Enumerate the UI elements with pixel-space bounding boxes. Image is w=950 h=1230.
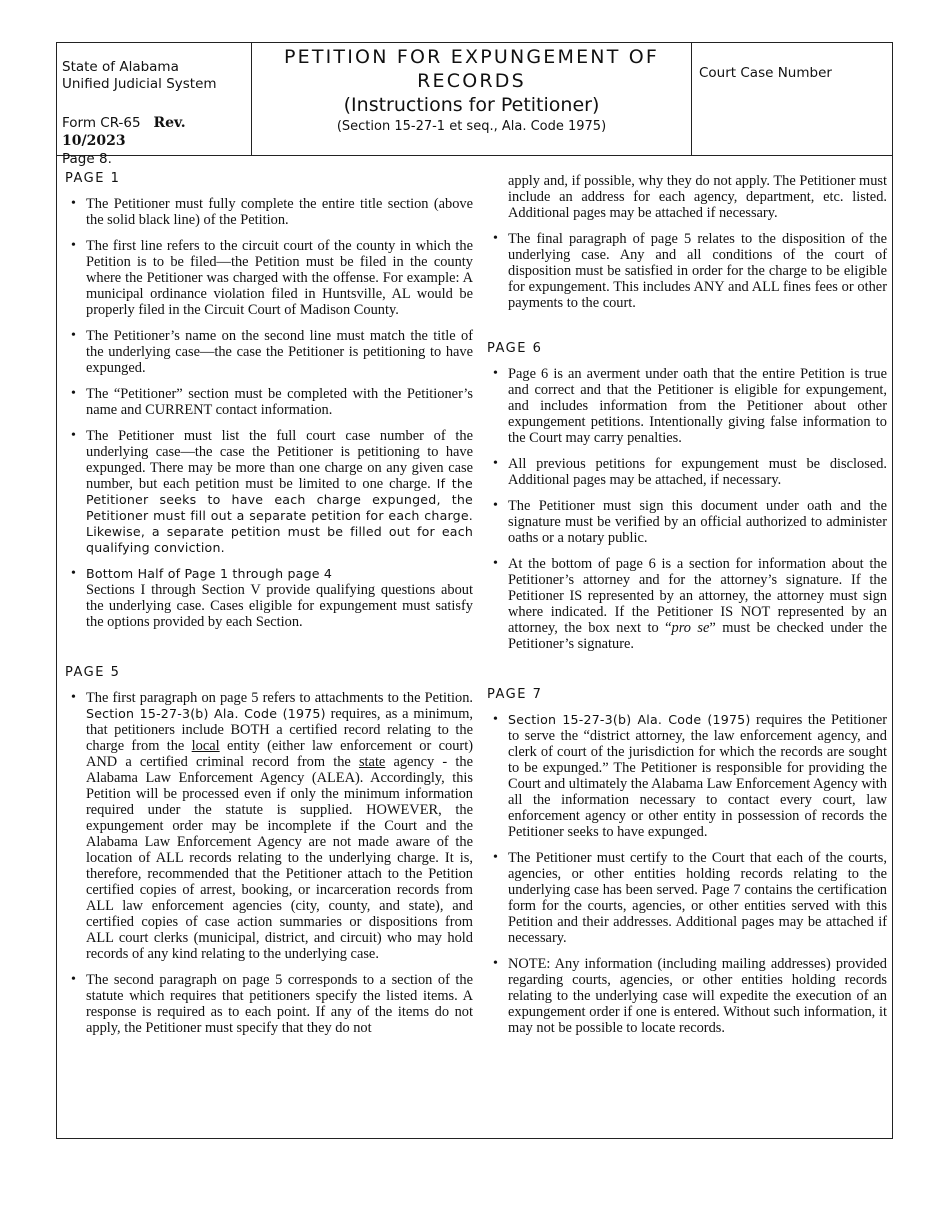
- header-agency-cell: [57, 43, 252, 167]
- page5-b1-part3: entity (either law enforcement or court) AND a certified criminal record from the: [86, 738, 473, 770]
- page6-list: [487, 366, 887, 652]
- list-item: • NOTE: Any information (including mailing addresses) provided regarding courts, agencies, or other entities holding records relating to the underlying case will expedite the execution of an expungement order if one is entered. Without such information, it may not be possible to locate records.: [487, 956, 887, 1036]
- page1-list: [65, 196, 473, 630]
- list-item: • The “Petitioner” section must be completed with the Petitioner’s name and CURRENT contact information.: [65, 386, 473, 418]
- page7-list: [487, 712, 887, 1036]
- list-item: [487, 556, 887, 652]
- form-title: [252, 45, 691, 93]
- list-item: • All previous petitions for expungement must be disclosed. Additional pages may be attached, if necessary.: [487, 456, 887, 488]
- statute-citation: Section 15-27-3(b) Ala. Code (1975): [508, 712, 751, 727]
- left-column: [65, 171, 473, 1046]
- page7-heading: PAGE 7: [487, 687, 543, 702]
- list-item: • Page 6 is an averment under oath that the entire Petition is true and correct and that the Petitioner is eligible for expungement, and includes information from the Petitioner about other expungement petitions. Intentionally giving false information to the Court may carry penalties.: [487, 366, 887, 446]
- header-title-cell: [252, 43, 692, 155]
- statute-citation: Section 15-27-3(b) Ala. Code (1975): [86, 706, 326, 721]
- page7-b1-text: requires the Petitioner to serve the “district attorney, the law enforcement agency, and clerk of court of the jurisdiction for which the records are sought to be expunged.” The Petitioner is responsible for providing the Court and ultimately the Alabama Law Enforcement Agency with all the information necessary to contact every court, law enforcement agency or other entity in possession of records the Petitioner seeks to have expunged.: [508, 712, 888, 840]
- right-column: [487, 173, 887, 1046]
- page6-b4-part2: ” must be checked under the Petitioner’s signature.: [508, 620, 887, 652]
- page1-heading: PAGE 1: [65, 171, 121, 186]
- list-item: • The second paragraph on page 5 corresponds to a section of the statute which requires that petitioners specify the listed items. A response is required as to each point. If any of the items do not apply, the Petitioner must specify that they do not: [65, 972, 473, 1036]
- form-header: [57, 43, 892, 167]
- page5-b1-part4: agency - the Alabama Law Enforcement Agency (ALEA). Accordingly, this Petition will be processed even if only the minimum information required under the statute is supplied. HOWEVER, the expungement order may be incomplete if the Court and the Alabama Law Enforcement Agency are not made aware of the location of ALL records relating to the underlying charge. It is, therefore, recommended that the Petitioner attach to the Petition certified copies of arrest, booking, or incarceration records from ALL law enforcement agencies (city, county, and state), and certified copies of case action summaries or dispositions from ALL court clerks (municipal, district, and circuit) who may hold records of any kind relating to the underlying case.: [86, 754, 473, 962]
- form-title-line2: RECORDS: [417, 70, 526, 92]
- list-item: • The Petitioner’s name on the second line must match the title of the underlying case—the case the Petitioner is petitioning to have expunged.: [65, 328, 473, 376]
- page5-b1-part2: requires, as a minimum, that petitioners include BOTH a certified record relating to the charge from the: [86, 706, 473, 754]
- page5-list: [65, 690, 473, 1036]
- list-item: • The Petitioner must fully complete the entire title section (above the solid black line) of the Petition.: [65, 196, 473, 228]
- page6-b4-part1: At the bottom of page 6 is a section for information about the Petitioner’s attorney and for the attorney’s signature. If the Petitioner IS represented by an attorney, the attorney must sign where indicated. If the Petitioner IS NOT represented by an attorney, the box next to “: [508, 556, 887, 636]
- page5-list-cont: [487, 231, 887, 311]
- list-item: [65, 428, 473, 556]
- page-label: Page 8.: [62, 151, 112, 167]
- page1-b5-main: The Petitioner must list the full court case number of the underlying case—the case the Petitioner is petitioning to have expunged. There may be more than one charge on any given case number, but each petition must be limited to one charge.: [86, 428, 473, 492]
- list-item: [487, 712, 887, 840]
- agency-block: [62, 59, 217, 93]
- court-case-number-label: Court Case Number: [699, 65, 832, 81]
- header-case-cell: [692, 43, 892, 155]
- page5-b2-continued: apply and, if possible, why they do not apply. The Petitioner must include an address for each agency, department, etc. listed. Additional pages may be attached if necessary.: [508, 173, 887, 221]
- statute-reference: (Section 15-27-1 et seq., Ala. Code 1975): [336, 119, 607, 134]
- list-item: [65, 566, 473, 630]
- list-item: [65, 690, 473, 962]
- agency-state: State of Alabama: [62, 59, 179, 75]
- form-revision: Rev. 10/2023: [62, 115, 186, 149]
- list-item: • The first line refers to the circuit court of the county in which the Petition is to be filed—the Petition must be filed in the county where the Petitioner was charged with the offense. For example: A municipal ordinance violation filed in Huntsville, AL would be properly filed in the Circuit Court of Madison County.: [65, 238, 473, 318]
- form-subtitle: (Instructions for Petitioner): [343, 94, 600, 116]
- list-item: • The Petitioner must sign this document under oath and the signature must be verified by an official authorized to administer oaths or a notary public.: [487, 498, 887, 546]
- list-item: • The Petitioner must certify to the Court that each of the courts, agencies, or other entities holding records relating to the underlying case has been served. Page 7 contains the certification form for the courts, agencies, or other entities served with this Petition and their addresses. Additional pages may be attached if necessary.: [487, 850, 887, 946]
- page1-b6-body: Sections I through Section V provide qualifying questions about the underlying case. Cases eligible for expungement must satisfy the options provided by each Section.: [86, 582, 473, 630]
- agency-system: Unified Judicial System: [62, 76, 217, 92]
- form-number: Form CR-65: [62, 115, 141, 131]
- form-number-block: [62, 114, 251, 168]
- list-item: • The final paragraph of page 5 relates to the disposition of the underlying case. Any and all conditions of the court of disposition must be satisfied in order for the charge to be eligible for expungement. This includes ANY and ALL fines fees or other payments to the court.: [487, 231, 887, 311]
- form-title-line1: PETITION FOR EXPUNGEMENT OF: [283, 46, 660, 68]
- page5-b1-intro: The first paragraph on page 5 refers to attachments to the Petition.: [86, 690, 473, 706]
- page6-heading: PAGE 6: [487, 341, 543, 356]
- page5-heading: PAGE 5: [65, 665, 121, 680]
- page1-b6-title: • Bottom Half of Page 1 through page 4: [86, 566, 333, 581]
- underlined-local: local: [191, 738, 220, 754]
- page1-b5-extra: If the Petitioner seeks to have each charge expunged, the Petitioner must fill out a separate petition for each charge. Likewise, a separate petition must be filled out for each qualifying conviction.: [86, 476, 473, 555]
- underlined-state: state: [358, 754, 386, 770]
- form-frame: [56, 42, 893, 1139]
- pro-se-term: pro se: [671, 620, 710, 636]
